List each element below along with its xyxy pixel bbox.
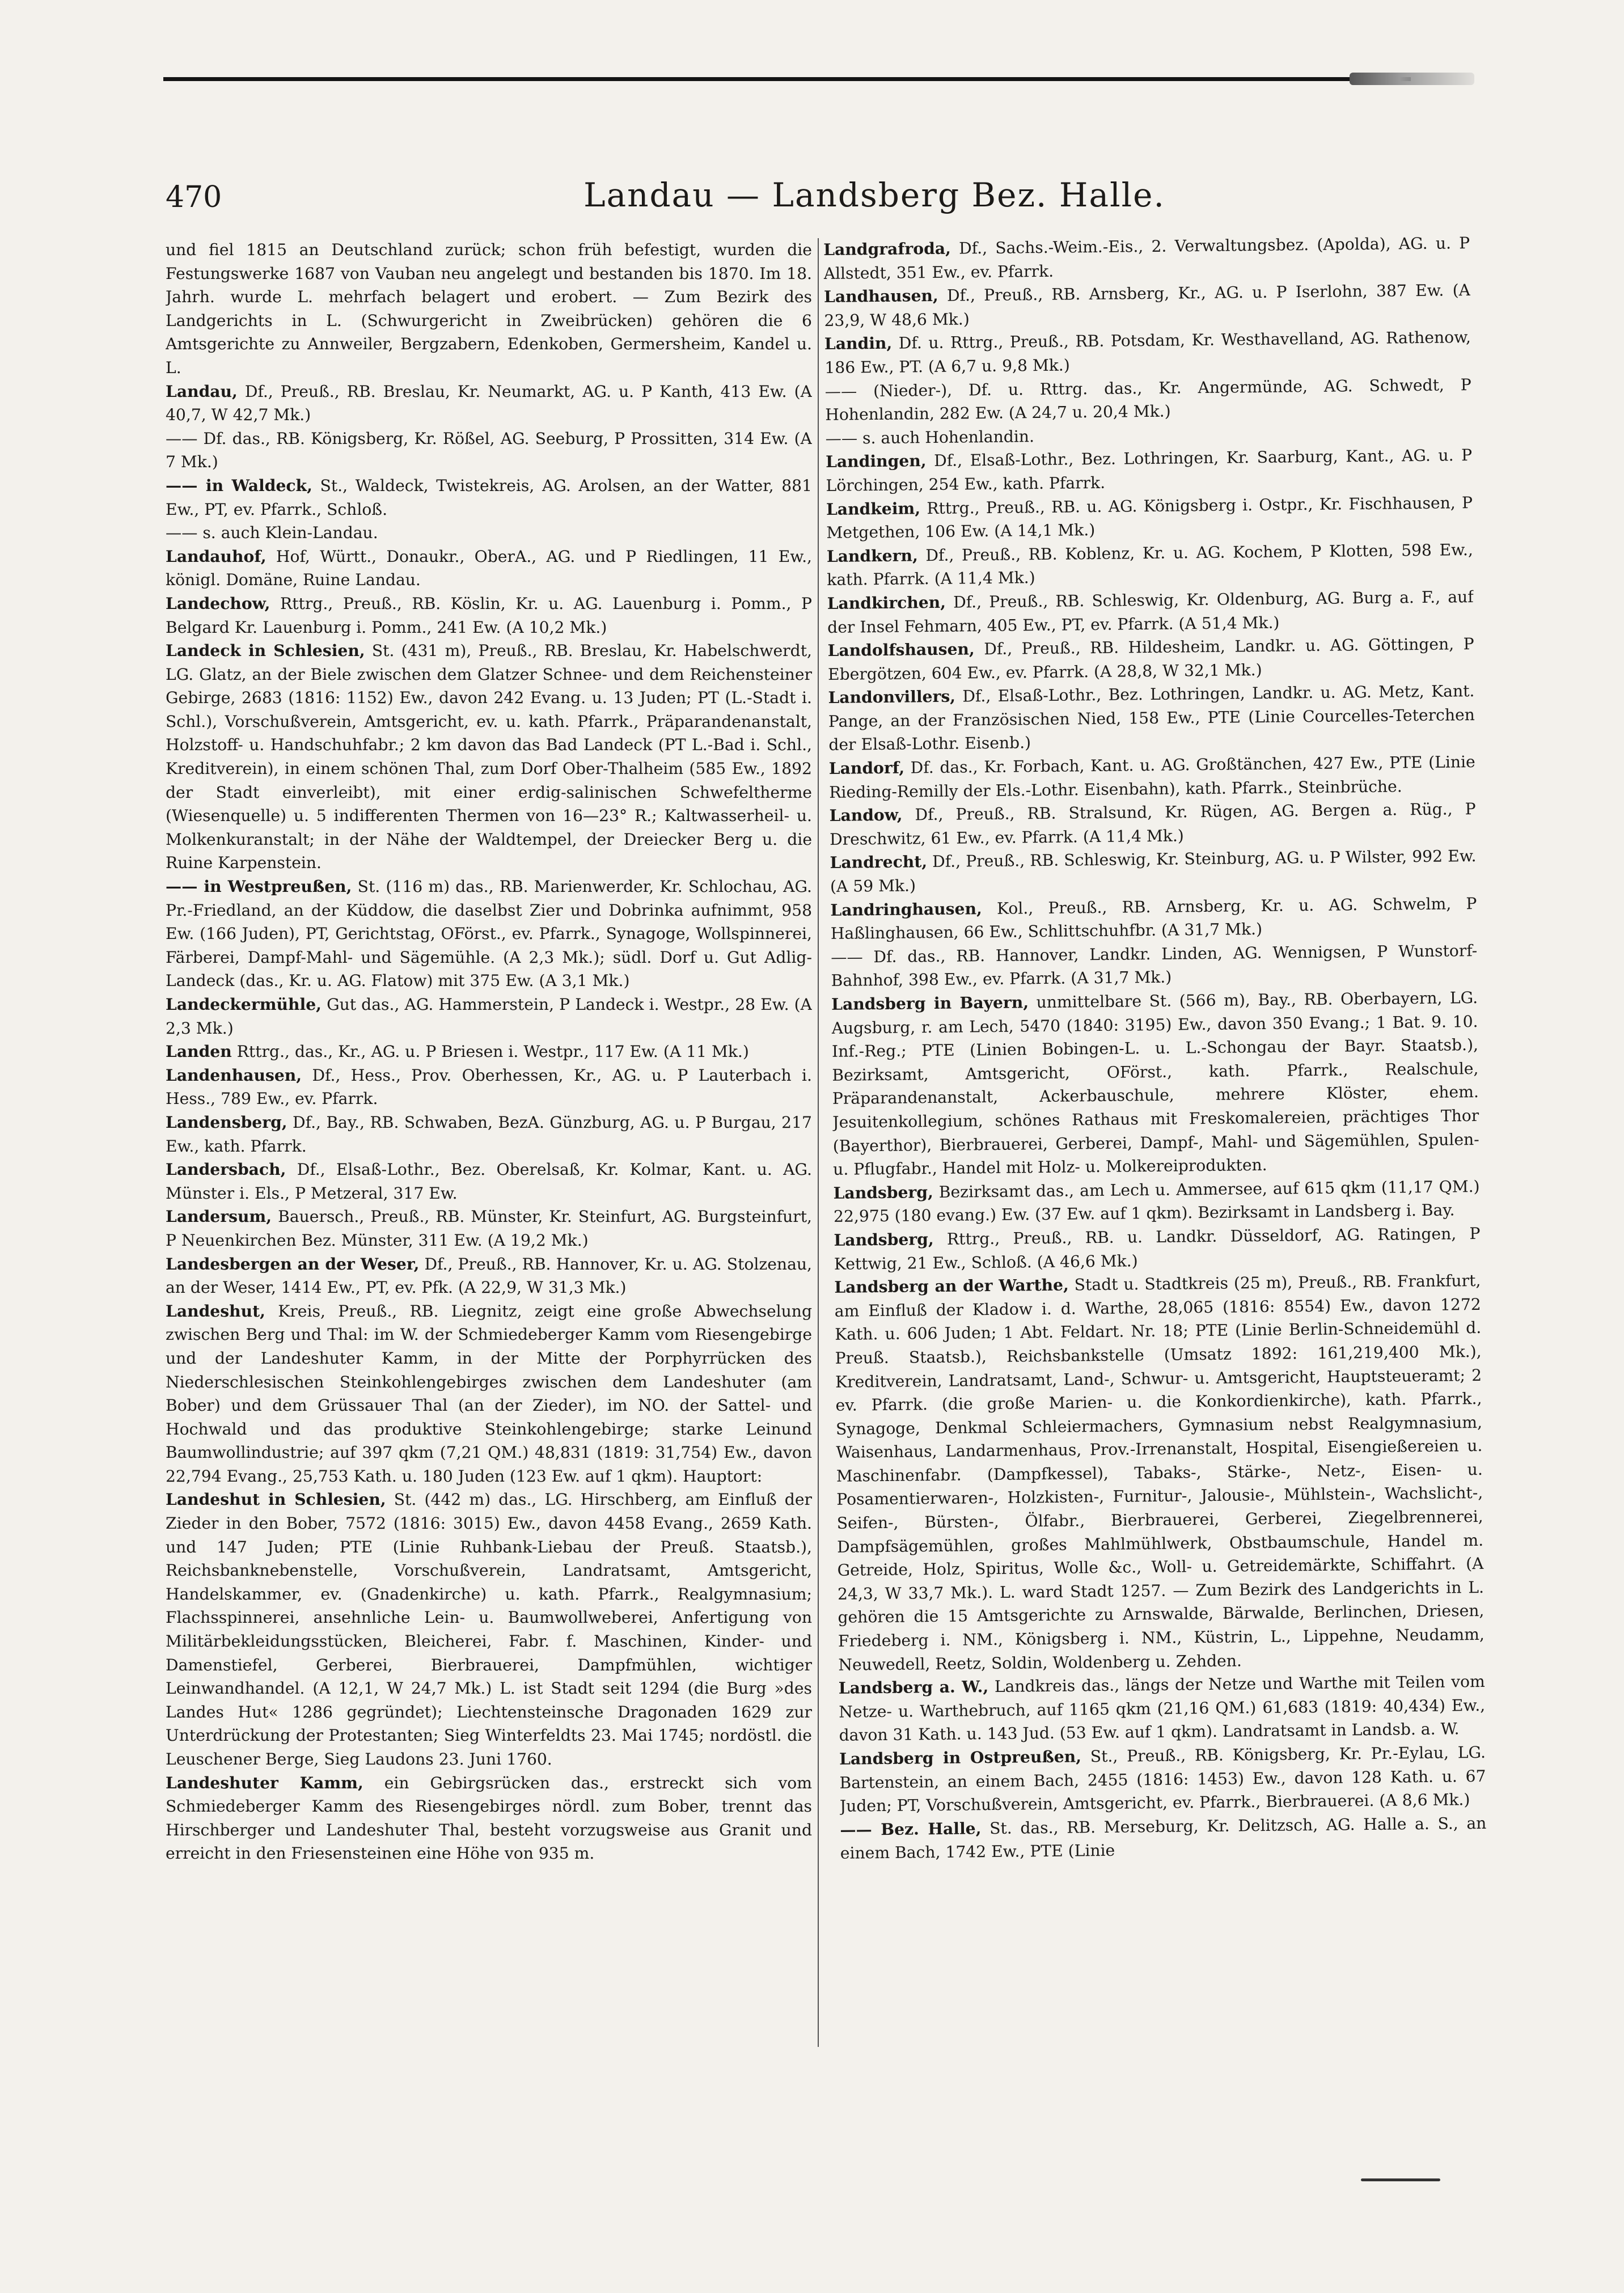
entry-headword: Landau, [166, 382, 238, 401]
dictionary-entry [166, 639, 812, 875]
entry-headword: Landeshuter Kamm, [166, 1773, 363, 1792]
entry-text: Df., Preuß., RB. Hildesheim, Landkr. u. AG. Göttingen, P Ebergötzen, 604 Ew., ev. Pfarrk. (A 28,8, W 32,1 Mk.) [827, 634, 1474, 684]
entry-text: Rttrg., Preuß., RB. u. AG. Königsberg i. Ostpr., Kr. Fischhausen, P Metgethen, 106 Ew. (A 14,1 Mk.) [826, 493, 1473, 543]
entry-text: —— s. auch Klein-Landau. [166, 523, 378, 543]
entry-headword: —— in Westpreußen, [166, 877, 352, 896]
header-rule [163, 77, 1411, 81]
page-number: 470 [166, 180, 222, 214]
entry-headword: Landenhausen, [166, 1065, 302, 1085]
dictionary-entry [826, 491, 1473, 545]
entry-text: —— Df. das., RB. Königsberg, Kr. Rößel, AG. Seeburg, P Prossitten, 314 Ew. (A 7 Mk.) [166, 429, 812, 472]
entry-text: Hof, Württ., Donaukr., OberA., AG. und P Riedlingen, 11 Ew., königl. Domäne, Ruine Landau. [166, 547, 812, 590]
dictionary-entry [166, 545, 812, 592]
entry-text: Df., Elsaß-Lothr., Bez. Oberelsaß, Kr. Kolmar, Kant. u. AG. Münster i. Els., P Metzeral, 317 Ew. [166, 1160, 812, 1203]
entry-text: Df., Preuß., RB. Breslau, Kr. Neumarkt, AG. u. P Kanth, 413 Ew. (A 40,7, W 42,7 Mk.) [166, 382, 812, 425]
entry-text: Df., Elsaß-Lothr., Bez. Lothringen, Kr. Saarburg, Kant., AG. u. P Lörchingen, 254 Ew., kath. Pfarrk. [826, 446, 1473, 495]
entry-text: St., Preuß., RB. Königsberg, Kr. Pr.-Eylau, LG. Bartenstein, an einem Bach, 2455 (1816: 1453) Ew., davon 128 Kath. u. 67 Juden; PT, Vorschußverein, Amtsgericht, ev. Pfarrk., Bierbrauerei. (A 8,6 Mk.) [839, 1742, 1486, 1816]
dictionary-entry [840, 1812, 1487, 1865]
dictionary-entry [830, 844, 1477, 898]
dictionary-entry [166, 1488, 812, 1771]
entry-text: Bauersch., Preuß., RB. Münster, Kr. Steinfurt, AG. Burgsteinfurt, P Neuenkirchen Bez. Münster, 311 Ew. (A 19,2 Mk.) [166, 1207, 812, 1250]
entry-headword: —— Bez. Halle, [840, 1819, 982, 1839]
entry-headword: Landersbach, [166, 1160, 286, 1179]
dictionary-entry [824, 278, 1471, 332]
dictionary-entry [833, 1175, 1480, 1229]
entry-text: Df. u. Rttrg., Preuß., RB. Potsdam, Kr. Westhavelland, AG. Rathenow, 186 Ew., PT. (A 6,7 u. 9,8 Mk.) [824, 328, 1471, 377]
dictionary-entry [166, 1158, 812, 1205]
entry-headword: —— in Waldeck, [166, 476, 312, 495]
entry-text: Bezirksamt das., am Lech u. Ammersee, auf 615 qkm (11,17 QM.) 22,975 (180 evang.) Ew. (37 Ew. auf 1 qkm). Bezirksamt in Landsberg i. Bay. [833, 1177, 1480, 1226]
entry-headword: Landow, [829, 805, 903, 826]
dictionary-entry [839, 1670, 1486, 1748]
dictionary-entry [166, 521, 812, 545]
entry-headword: Landkern, [826, 546, 918, 566]
column-divider [818, 238, 819, 2047]
entry-text: St. (116 m) das., RB. Marienwerder, Kr. Schlochau, AG. Pr.-Friedland, an der Küddow, die daselbst Zier und Dobrinka aufnimmt, 958 Ew. (166 Juden), PT, Gerichtstag, OFörst., ev. Pfarrk., Synagoge, Wollspinnerei, Färberei, Dampf-Mahl- und Sägemühle. (A 2,3 Mk.); südl. Dorf u. Gut Adlig-Landeck (das., Kr. u. AG. Flatow) mit 375 Ew. (A 3,1 Mk.) [166, 877, 812, 991]
dictionary-entry [827, 632, 1474, 686]
entry-headword: Landsberg, [833, 1182, 933, 1203]
entry-headword: Landingen, [825, 451, 927, 472]
dictionary-entry [823, 231, 1470, 285]
entry-text: Gut das., AG. Hammerstein, P Landeck i. Westpr., 28 Ew. (A 2,3 Mk.) [166, 995, 812, 1038]
dictionary-entry [166, 474, 812, 521]
entry-text: St. (442 m) das., LG. Hirschberg, am Einfluß der Zieder in den Bober, 7572 (1816: 3015) Ew., davon 4458 Evang., 2659 Kath. und 147 Juden; PTE (Linie Ruhbank-Liebau der Preuß. Staatsb.), Reichsbanknebenstelle, Vorschußverein, Landratsamt, Amtsgericht, Handelskammer, ev. (Gnadenkirche) u. kath. Pfarrk., Realgymnasium; Flachsspinnerei, ansehnliche Lein- u. Baumwollweberei, Anfertigung von Militärbekleidungsstücken, Bleicherei, Fabr. f. Maschinen, Kinder- und Damenstiefel, Gerberei, Bierbrauerei, Dampfmühlen, wichtiger Leinwandhandel. (A 12,1, W 24,7 Mk.) L. ist Stadt seit 1294 (die Burg »des Landes Hut« 1286 gegründet); Liechtensteinsche Dragonaden 1629 zur Unterdrückung der Protestanten; Sieg Winterfeldts 23. Mai 1745; nordöstl. die Leuschener Berge, Sieg Laudons 23. Juni 1760. [166, 1490, 812, 1769]
running-head: Landau — Landsberg Bez. Halle. [583, 176, 1165, 214]
dictionary-entry [830, 892, 1477, 946]
dictionary-entry [166, 238, 812, 380]
entry-headword: Landensberg, [166, 1112, 287, 1132]
entry-headword: Landechow, [166, 594, 270, 613]
entry-text: Landkreis das., längs der Netze und Warthe mit Teilen vom Netze- u. Warthebruch, auf 1165 qkm (21,16 QM.) 61,683 (1819: 40,434) Ew., davon 31 Kath. u. 143 Jud. (53 Ew. auf 1 qkm). Landratsamt in Landsb. a. W. [839, 1672, 1486, 1745]
dictionary-entry [828, 679, 1475, 757]
entry-headword: Landsberg, [834, 1229, 934, 1250]
dictionary-entry [166, 427, 812, 474]
entry-text: Kol., Preuß., RB. Arnsberg, Kr. u. AG. Schwelm, P Haßlinghausen, 66 Ew., Schlittschuhfbr. (A 31,7 Mk.) [830, 894, 1477, 944]
entry-text: Rttrg., das., Kr., AG. u. P Briesen i. Westpr., 117 Ew. (A 11 Mk.) [231, 1042, 749, 1061]
entry-text: St. (431 m), Preuß., RB. Breslau, Kr. Habelschwerdt, LG. Glatz, an der Biele zwischen dem Glatzer Schnee- und dem Reichensteiner Gebirge, 2683 (1816: 1152) Ew., davon 242 Evang. u. 13 Juden; PT (L.-Stadt i. Schl.), Vorschußverein, Amtsgericht, ev. u. kath. Pfarrk., Präparandenanstalt, Holzstoff- u. Handschuhfabr.; 2 km davon das Bad Landeck (PT L.-Bad i. Schl., Kreditverein), in einem schönen Thal, zum Dorf Ober-Thalheim (585 Ew., 1892 der Stadt einverleibt), mit einer erdig-salinischen Schwefeltherme (Wiesenquelle) u. 5 indifferenten Thermen von 16—23° R.; Kaltwasserheil- u. Molkenkuranstalt; in der Nähe der Waldtempel, der Dreiecker Berg u. die Ruine Karpenstein. [166, 641, 812, 873]
dictionary-entry [166, 875, 812, 993]
dictionary-entry [166, 1253, 812, 1300]
entry-headword: Landeckermühle, [166, 995, 322, 1014]
entry-text: Df., Preuß., RB. Schleswig, Kr. Steinburg, AG. u. P Wilster, 992 Ew. (A 59 Mk.) [830, 847, 1477, 896]
entry-headword: Landkirchen, [827, 593, 946, 613]
entry-text: Stadt u. Stadtkreis (25 m), Preuß., RB. Frankfurt, am Einfluß der Kladow i. d. Warthe, 28,065 (1816: 8554) Ew., davon 1272 Kath. u. 606 Juden; 1 Abt. Feldart. Nr. 18; PTE (Linie Berlin-Schneidemühl d. Preuß. Staatsb.), Reichsbankstelle (Umsatz 1892: 161,219,400 Mk.), Kreditverein, Landratsamt, Land-, Schwur- u. Amtsgericht, Hauptsteueramt; 2 ev. Pfarrk. (die große Marien- u. die Konkordienkirche), kath. Pfarrk., Synagoge, Denkmal Schleiermachers, Gymnasium nebst Realgymnasium, Waisenhaus, Landarmenhaus, Prov.-Irrenanstalt, Hospital, Eisengießereien u. Maschinenfabr. (Dampfkessel), Tabaks-, Stärke-, Netz-, Eisen- u. Posamentierwaren-, Holzkisten-, Furnitur-, Jalousie-, Mühlstein-, Wachslicht-, Seifen-, Bürsten-, Ölfabr., Bierbrauerei, Gerberei, Ziegelbrennerei, Dampfsägemühlen, großes Mahlmühlwerk, Obstbaumschule, Handel m. Getreide, Holz, Spiritus, Wolle &c., Woll- u. Getreidemärkte, Schiffahrt. (A 24,3, W 33,7 Mk.). L. ward Stadt 1257. — Zum Bezirk des Landgerichts in L. gehören die 15 Amtsgerichte zu Arnswalde, Bärwalde, Berlinchen, Driesen, Friedeberg i. NM., Königsberg i. NM., Küstrin, L., Lippehne, Neudamm, Neuwedell, Reetz, Soldin, Woldenberg u. Zehden. [834, 1271, 1485, 1674]
entry-text: Df., Elsaß-Lothr., Bez. Lothringen, Landkr. u. AG. Metz, Kant. Pange, an der Französischen Nied, 158 Ew., PTE (Linie Courcelles-Teterchen der Elsaß-Lothr. Eisenb.) [828, 682, 1475, 755]
entry-headword: Landesbergen an der Weser, [166, 1254, 420, 1274]
entry-headword: Landhausen, [823, 286, 938, 307]
entry-text: Df., Bay., RB. Schwaben, BezA. Günzburg, AG. u. P Burgau, 217 Ew., kath. Pfarrk. [166, 1112, 812, 1156]
dictionary-entry [826, 443, 1473, 497]
dictionary-entry [827, 538, 1474, 592]
entry-text: Df., Sachs.-Weim.-Eis., 2. Verwaltungsbez. (Apolda), AG. u. P Allstedt, 351 Ew., ev. Pfarrk. [823, 234, 1470, 283]
entry-headword: Landeck in Schlesien, [166, 641, 365, 661]
entry-text: Kreis, Preuß., RB. Liegnitz, zeigt eine große Abwechselung zwischen Berg und Thal: im W. der Schmiedeberger Kamm vom Riesengebirge und der Landeshuter Kamm, in der Mitte der Porphyrrücken des Niederschlesischen Steinkohlengebirges zwischen dem Landeshuter (am Bober) und dem Grüssauer Thal (an der Zieder), im NO. der Sattel- und Hochwald und das produktive Steinkohlengebirge; starke Leinund Baumwollindustrie; auf 397 qkm (7,21 QM.) 48,831 (1819: 31,754) Ew., davon 22,794 Evang., 25,753 Kath. u. 180 Juden (123 Ew. auf 1 qkm). Hauptort: [166, 1301, 812, 1486]
dictionary-entry [834, 1222, 1481, 1276]
entry-text: unmittelbare St. (566 m), Bay., RB. Oberbayern, LG. Augsburg, r. am Lech, 5470 (1840: 3195) Ew., davon 350 Evang.; 1 Bat. 9. 10. Inf.-Reg.; PTE (Linien Bobingen-L. u. L.-Schongau der Bayr. Staatsb.), Bezirksamt, Amtsgericht, OFörst., kath. Pfarrk., Realschule, Präparandenanstalt, Ackerbauschule, mehrere Klöster, ehem. Jesuitenkollegium, schönes Rathaus mit Freskomalereien, prächtiges Thor (Bayerthor), Bierbrauerei, Gerberei, Dampf-, Mahl- und Sägemühlen, Spulen- u. Pflugfabr., Handel mit Holz- u. Molkereiprodukten. [831, 988, 1479, 1179]
dictionary-entry [824, 325, 1471, 379]
entry-text: Df., Preuß., RB. Schleswig, Kr. Oldenburg, AG. Burg a. F., auf der Insel Fehmarn, 405 Ew., PT, ev. Pfarrk. (A 51,4 Mk.) [827, 587, 1474, 637]
entry-headword: Landsberg in Ostpreußen, [839, 1747, 1082, 1769]
entry-headword: Landolfshausen, [827, 640, 975, 661]
entry-text: —— Df. das., RB. Hannover, Landkr. Linden, AG. Wennigsen, P Wunstorf-Bahnhof, 398 Ew., ev. Pfarrk. (A 31,7 Mk.) [831, 941, 1478, 991]
left-column [166, 238, 812, 2109]
entry-text: Df., Preuß., RB. Hannover, Kr. u. AG. Stolzenau, an der Weser, 1414 Ew., PT, ev. Pfk. (A 22,9, W 31,3 Mk.) [166, 1254, 812, 1297]
dictionary-entry [166, 592, 812, 639]
entry-text: —— (Nieder-), Df. u. Rttrg. das., Kr. Angermünde, AG. Schwedt, P Hohenlandin, 282 Ew. (A 24,7 u. 20,4 Mk.) [824, 375, 1471, 425]
entry-headword: Landsberg in Bayern, [831, 993, 1029, 1014]
entry-text: Df., Preuß., RB. Koblenz, Kr. u. AG. Kochem, P Klotten, 598 Ew., kath. Pfarrk. (A 11,4 Mk.) [827, 540, 1473, 590]
entry-text: St. das., RB. Merseburg, Kr. Delitzsch, AG. Halle a. S., an einem Bach, 1742 Ew., PTE (Linie [840, 1813, 1487, 1863]
dictionary-entry [829, 750, 1476, 804]
right-column [823, 231, 1489, 2109]
entry-headword: Landeshut in Schlesien, [166, 1490, 386, 1509]
dictionary-entry [166, 1064, 812, 1111]
entry-text: ein Gebirgsrücken das., erstreckt sich vom Schmiedeberger Kamm des Riesengebirges nördl. zum Bober, trennt das Hirschberger und Landeshuter Thal, besteht vorzugsweise aus Granit und erreicht in den Friesensteinen eine Höhe von 935 m. [166, 1773, 812, 1863]
entry-text: Rttrg., Preuß., RB. Köslin, Kr. u. AG. Lauenburg i. Pomm., P Belgard Kr. Lauenburg i. Pomm., 241 Ew. (A 10,2 Mk.) [166, 594, 812, 637]
dictionary-entry [839, 1741, 1486, 1818]
dictionary-entry [166, 1771, 812, 1865]
entry-headword: Landeshut, [166, 1301, 265, 1321]
entry-headword: Landersum, [166, 1207, 272, 1226]
dictionary-entry [827, 585, 1474, 639]
entry-headword: Landonvillers, [828, 687, 956, 708]
dictionary-entry [166, 1111, 812, 1158]
entry-headword: Landsberg a. W., [838, 1677, 989, 1698]
dictionary-entry [831, 939, 1478, 993]
entry-text: Df., Preuß., RB. Stralsund, Kr. Rügen, AG. Bergen a. Rüg., P Dreschwitz, 61 Ew., ev. Pfarrk. (A 11,4 Mk.) [829, 799, 1476, 849]
dictionary-entry [166, 993, 812, 1040]
dictionary-entry [829, 797, 1476, 851]
entry-headword: Landringhausen, [830, 899, 982, 920]
entry-headword: Landorf, [828, 758, 905, 779]
entry-headword: Landsberg an der Warthe, [834, 1275, 1069, 1297]
entry-text: Df. das., Kr. Forbach, Kant. u. AG. Großtänchen, 427 Ew., PTE (Linie Rieding-Remilly der Els.-Lothr. Eisenbahn), kath. Pfarrk., Steinbrüche. [829, 752, 1475, 802]
entry-text: Rttrg., Preuß., RB. u. Landkr. Düsseldorf, AG. Ratingen, P Kettwig, 21 Ew., Schloß. (A 46,6 Mk.) [834, 1224, 1481, 1274]
footer-mark [1361, 2178, 1440, 2181]
entry-headword: Landrecht, [830, 852, 928, 873]
entry-text: St., Waldeck, Twistekreis, AG. Arolsen, an der Watter, 881 Ew., PT, ev. Pfarrk., Schloß. [166, 476, 812, 519]
entry-headword: Landgrafroda, [823, 239, 951, 259]
entry-text: und fiel 1815 an Deutschland zurück; schon früh befestigt, wurden die Festungswerke 1687 von Vauban neu angelegt und bestanden bis 1870. Im 18. Jahrh. wurde L. mehrfach belagert und erobert. — Zum Bezirk des Landgerichts in L. (Schwurgericht in Zweibrücken) gehören die 6 Amtsgerichte zu Annweiler, Bergzabern, Edenkoben, Germersheim, Kandel u. L. [166, 240, 812, 377]
entry-text: Df., Preuß., RB. Arnsberg, Kr., AG. u. P Iserlohn, 387 Ew. (A 23,9, W 48,6 Mk.) [824, 281, 1471, 330]
dictionary-entry [166, 1205, 812, 1252]
entry-text: —— s. auch Hohenlandin. [825, 426, 1035, 448]
entry-text: Df., Hess., Prov. Oberhessen, Kr., AG. u. P Lauterbach i. Hess., 789 Ew., ev. Pfarrk. [166, 1065, 812, 1109]
entry-headword: Landauhof, [166, 547, 267, 566]
dictionary-entry [166, 1040, 812, 1064]
dictionary-entry [166, 380, 812, 427]
dictionary-entry [834, 1269, 1485, 1677]
dictionary-entry [825, 373, 1472, 427]
entry-headword: Landin, [824, 334, 893, 354]
dictionary-entry [166, 1300, 812, 1488]
ink-smear [1350, 73, 1474, 85]
entry-headword: Landen [166, 1042, 232, 1061]
entry-headword: Landkeim, [826, 498, 921, 519]
dictionary-entry [831, 986, 1479, 1182]
